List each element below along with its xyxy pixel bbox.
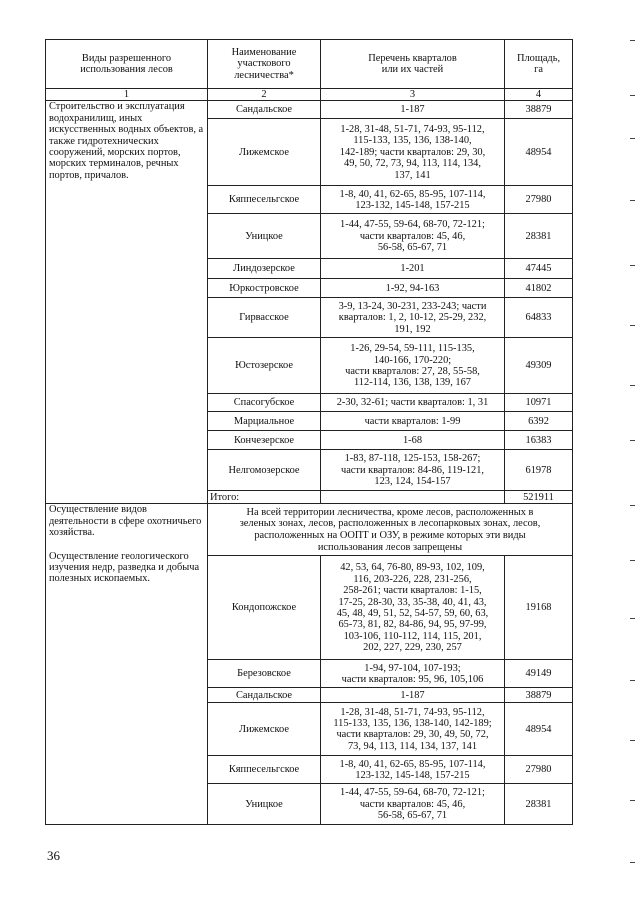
column-number-row <box>46 89 573 101</box>
area-value: 48954 <box>505 703 573 756</box>
area-value: 49309 <box>505 338 573 394</box>
area-value: 28381 <box>505 784 573 825</box>
use-type-hunting-geology <box>46 504 208 825</box>
forestry-name: Лижемское <box>208 119 321 186</box>
forestry-name: Юркостровское <box>208 279 321 298</box>
blocks-list: 1-8, 40, 41, 62-65, 85-95, 107-114, 123-132, 145-148, 157-215 <box>321 756 505 784</box>
margin-mark <box>630 325 635 326</box>
area-value: 38879 <box>505 688 573 703</box>
table-header-row <box>46 40 573 89</box>
total-label: Итого: <box>208 491 321 504</box>
blocks-list: 2-30, 32-61; части кварталов: 1, 31 <box>321 394 505 412</box>
blocks-list: 1-44, 47-55, 59-64, 68-70, 72-121; части кварталов: 45, 46, 56-58, 65-67, 71 <box>321 214 505 259</box>
forest-use-table <box>45 39 573 825</box>
forestry-name: Юстозерское <box>208 338 321 394</box>
area-value: 27980 <box>505 756 573 784</box>
column-number: 3 <box>321 89 505 101</box>
forestry-name: Марциальное <box>208 412 321 431</box>
forestry-name: Спасогубское <box>208 394 321 412</box>
forestry-name: Кяппесельгское <box>208 756 321 784</box>
area-value: 49149 <box>505 660 573 688</box>
forestry-name: Сандальское <box>208 101 321 119</box>
header-use-types: Виды разрешенного использования лесов <box>46 40 208 89</box>
blocks-list: 1-83, 87-118, 125-153, 158-267; части кварталов: 84-86, 119-121, 123, 124, 154-157 <box>321 450 505 491</box>
forestry-name: Сандальское <box>208 688 321 703</box>
column-number: 1 <box>46 89 208 101</box>
margin-mark <box>630 95 635 96</box>
margin-mark <box>630 440 635 441</box>
header-blocks-list: Перечень кварталов или их частей <box>321 40 505 89</box>
margin-mark <box>630 680 635 681</box>
blocks-list: 1-28, 31-48, 51-71, 74-93, 95-112, 115-133, 135, 136, 138-140, 142-189; части кварталов: 29, 30, 49, 50, 72, 73, 94, 113, 114, 134, 137, 141 <box>321 703 505 756</box>
total-blocks-empty <box>321 491 505 504</box>
blocks-list: 1-44, 47-55, 59-64, 68-70, 72-121; части кварталов: 45, 46, 56-58, 65-67, 71 <box>321 784 505 825</box>
forestry-name: Лижемское <box>208 703 321 756</box>
area-value: 10971 <box>505 394 573 412</box>
blocks-list: 3-9, 13-24, 30-231, 233-243; части кварталов: 1, 2, 10-12, 25-29, 232, 191, 192 <box>321 298 505 338</box>
forestry-name: Кяппесельгское <box>208 186 321 214</box>
blocks-list: 1-187 <box>321 688 505 703</box>
table-row <box>46 101 573 119</box>
blocks-list: части кварталов: 1-99 <box>321 412 505 431</box>
area-value: 64833 <box>505 298 573 338</box>
forestry-name: Березовское <box>208 660 321 688</box>
margin-mark <box>630 385 635 386</box>
blocks-list: 1-26, 29-54, 59-111, 115-135, 140-166, 170-220; части кварталов: 27, 28, 55-58, 112-114, 136, 138, 139, 167 <box>321 338 505 394</box>
forestry-name: Кончезерское <box>208 431 321 450</box>
margin-mark <box>630 740 635 741</box>
margin-mark <box>630 800 635 801</box>
area-value: 16383 <box>505 431 573 450</box>
forestry-name: Кондопожское <box>208 556 321 660</box>
blocks-list: 1-8, 40, 41, 62-65, 85-95, 107-114, 123-132, 145-148, 157-215 <box>321 186 505 214</box>
area-value: 38879 <box>505 101 573 119</box>
column-number: 4 <box>505 89 573 101</box>
blocks-list: 1-187 <box>321 101 505 119</box>
area-value: 6392 <box>505 412 573 431</box>
margin-mark <box>630 200 635 201</box>
area-value: 28381 <box>505 214 573 259</box>
area-value: 48954 <box>505 119 573 186</box>
margin-mark <box>630 265 635 266</box>
margin-mark <box>630 40 635 41</box>
forestry-name: Нелгомозерское <box>208 450 321 491</box>
use-type-hunting: Осуществление видов деятельности в сфере охотничьего хозяйства. <box>49 504 202 539</box>
blocks-list: 1-68 <box>321 431 505 450</box>
area-value: 19168 <box>505 556 573 660</box>
territory-note: На всей территории лесничества, кроме лесов, расположенных в зеленых зонах, лесов, расположенных в лесопарковых зонах, лесов, расположенных на ООПТ и ОЗУ, в режиме которых эти виды использования лесов запрещены <box>208 504 573 556</box>
column-number: 2 <box>208 89 321 101</box>
blocks-list: 1-94, 97-104, 107-193; части кварталов: 95, 96, 105,106 <box>321 660 505 688</box>
page-number: 36 <box>47 848 60 863</box>
use-type-geology: Осуществление геологического изучения недр, разведка и добыча полезных ископаемых. <box>49 550 200 585</box>
forestry-name: Линдозерское <box>208 259 321 279</box>
margin-mark <box>630 862 635 863</box>
use-type-construction: Строительство и эксплуатация водохранилищ, иных искусственных водных объектов, а также гидротехнических сооружений, морских портов, морских терминалов, речных портов, причалов. <box>46 101 208 504</box>
table-row <box>46 504 573 556</box>
margin-mark <box>630 138 635 139</box>
forestry-name: Гирвасское <box>208 298 321 338</box>
area-value: 61978 <box>505 450 573 491</box>
total-area: 521911 <box>505 491 573 504</box>
blocks-list: 42, 53, 64, 76-80, 89-93, 102, 109, 116, 203-226, 228, 231-256, 258-261; части кварталов: 1-15, 17-25, 28-30, 33, 35-38, 40, 41, 43, 45, 48, 49, 51, 52, 54-57, 59, 60, 63, 65-73, 81, 82, 84-86, 94, 95, 97-99, 103-106, 110-112, 114, 115, 201, 202, 227, 229, 230, 257 <box>321 556 505 660</box>
forestry-name: Уницкое <box>208 214 321 259</box>
blocks-list: 1-28, 31-48, 51-71, 74-93, 95-112, 115-133, 135, 136, 138-140, 142-189; части кварталов: 29, 30, 49, 50, 72, 73, 94, 113, 114, 134, 137, 141 <box>321 119 505 186</box>
blocks-list: 1-92, 94-163 <box>321 279 505 298</box>
header-forestry-name: Наименование участкового лесничества* <box>208 40 321 89</box>
margin-mark <box>630 505 635 506</box>
forestry-name: Уницкое <box>208 784 321 825</box>
margin-mark <box>630 560 635 561</box>
area-value: 27980 <box>505 186 573 214</box>
area-value: 41802 <box>505 279 573 298</box>
blocks-list: 1-201 <box>321 259 505 279</box>
margin-mark <box>630 618 635 619</box>
header-area: Площадь, га <box>505 40 573 89</box>
area-value: 47445 <box>505 259 573 279</box>
